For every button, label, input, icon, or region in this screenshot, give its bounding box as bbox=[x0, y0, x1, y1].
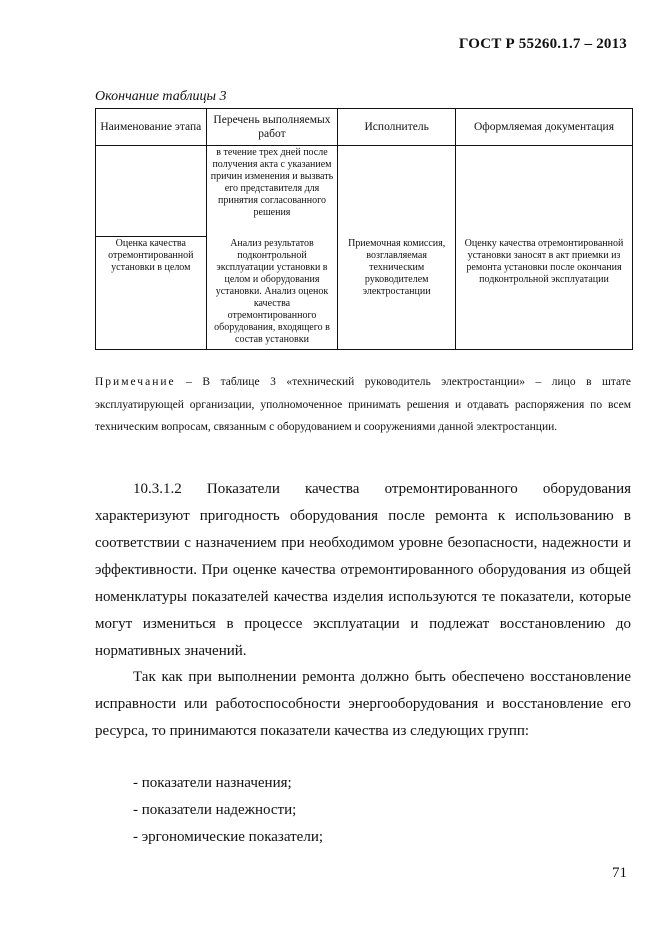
table-cell bbox=[456, 146, 633, 237]
note-text: – В таблице 3 «технический руководитель электростанции» – лицо в штате эксплуатирующей организации, уполномоченное принимать решения и отдавать распоряжения по всем техническим вопросам, связанным с оборудованием и сооружениями данной электростанции. bbox=[95, 376, 631, 433]
list-item: - показатели надежности; bbox=[133, 802, 297, 818]
table-cell bbox=[338, 146, 456, 237]
table-caption: Окончание таблицы 3 bbox=[95, 89, 227, 104]
table-cell-executor: Приемочная комиссия, возглавляемая техническим руководителем электростанции bbox=[338, 237, 456, 350]
page-number: 71 bbox=[612, 865, 627, 881]
list-item: - показатели назначения; bbox=[133, 775, 292, 791]
table-cell-stage: Оценка качества отремонтированной установки в целом bbox=[96, 237, 207, 350]
list-item: - эргономические показатели; bbox=[133, 829, 324, 845]
table-header-row bbox=[96, 109, 633, 146]
table-row bbox=[96, 237, 633, 350]
table-row bbox=[96, 146, 633, 237]
paragraph: Так как при выполнении ремонта должно быть обеспечено восстановление исправности или работоспособности энергооборудования и восстановление его ресурса, то принимаются показатели качества из следующих групп: bbox=[95, 669, 631, 739]
table-cell-work: в течение трех дней после получения акта с указанием причин изменения и вызвать его представителя для принятия согласованного решения bbox=[206, 146, 338, 237]
table-cell-documentation: Оценку качества отремонтированной установки заносят в акт приемки из ремонта установки после окончания подконтрольной эксплуатации bbox=[456, 237, 633, 350]
table-note bbox=[95, 371, 631, 439]
note-label: Примечание bbox=[95, 376, 176, 388]
column-header-executor: Исполнитель bbox=[338, 109, 456, 146]
column-header-documentation: Оформляемая документация bbox=[456, 109, 633, 146]
paragraph: 10.3.1.2 Показатели качества отремонтированного оборудования характеризуют пригодность оборудования после ремонта к использованию в соответствии с назначением при необходимом уровне безопасности, надежности и эффективности. При оценке качества отремонтированного оборудования из общей номенклатуры показателей качества изделия используются те показатели, которые могут измениться в процессе эксплуатации и подлежат восстановлению до нормативных значений. bbox=[95, 481, 631, 659]
stages-table bbox=[95, 108, 633, 350]
column-header-stage: Наименование этапа bbox=[96, 109, 207, 146]
table-cell-work: Анализ результатов подконтрольной эксплуатации установки в целом и оборудования установки. Анализ оценок качества отремонтированного оборудования, входящего в состав установки bbox=[206, 237, 338, 350]
document-header: ГОСТ Р 55260.1.7 – 2013 bbox=[458, 36, 627, 52]
column-header-work: Перечень выполняемых работ bbox=[206, 109, 338, 146]
table-cell bbox=[96, 146, 207, 237]
